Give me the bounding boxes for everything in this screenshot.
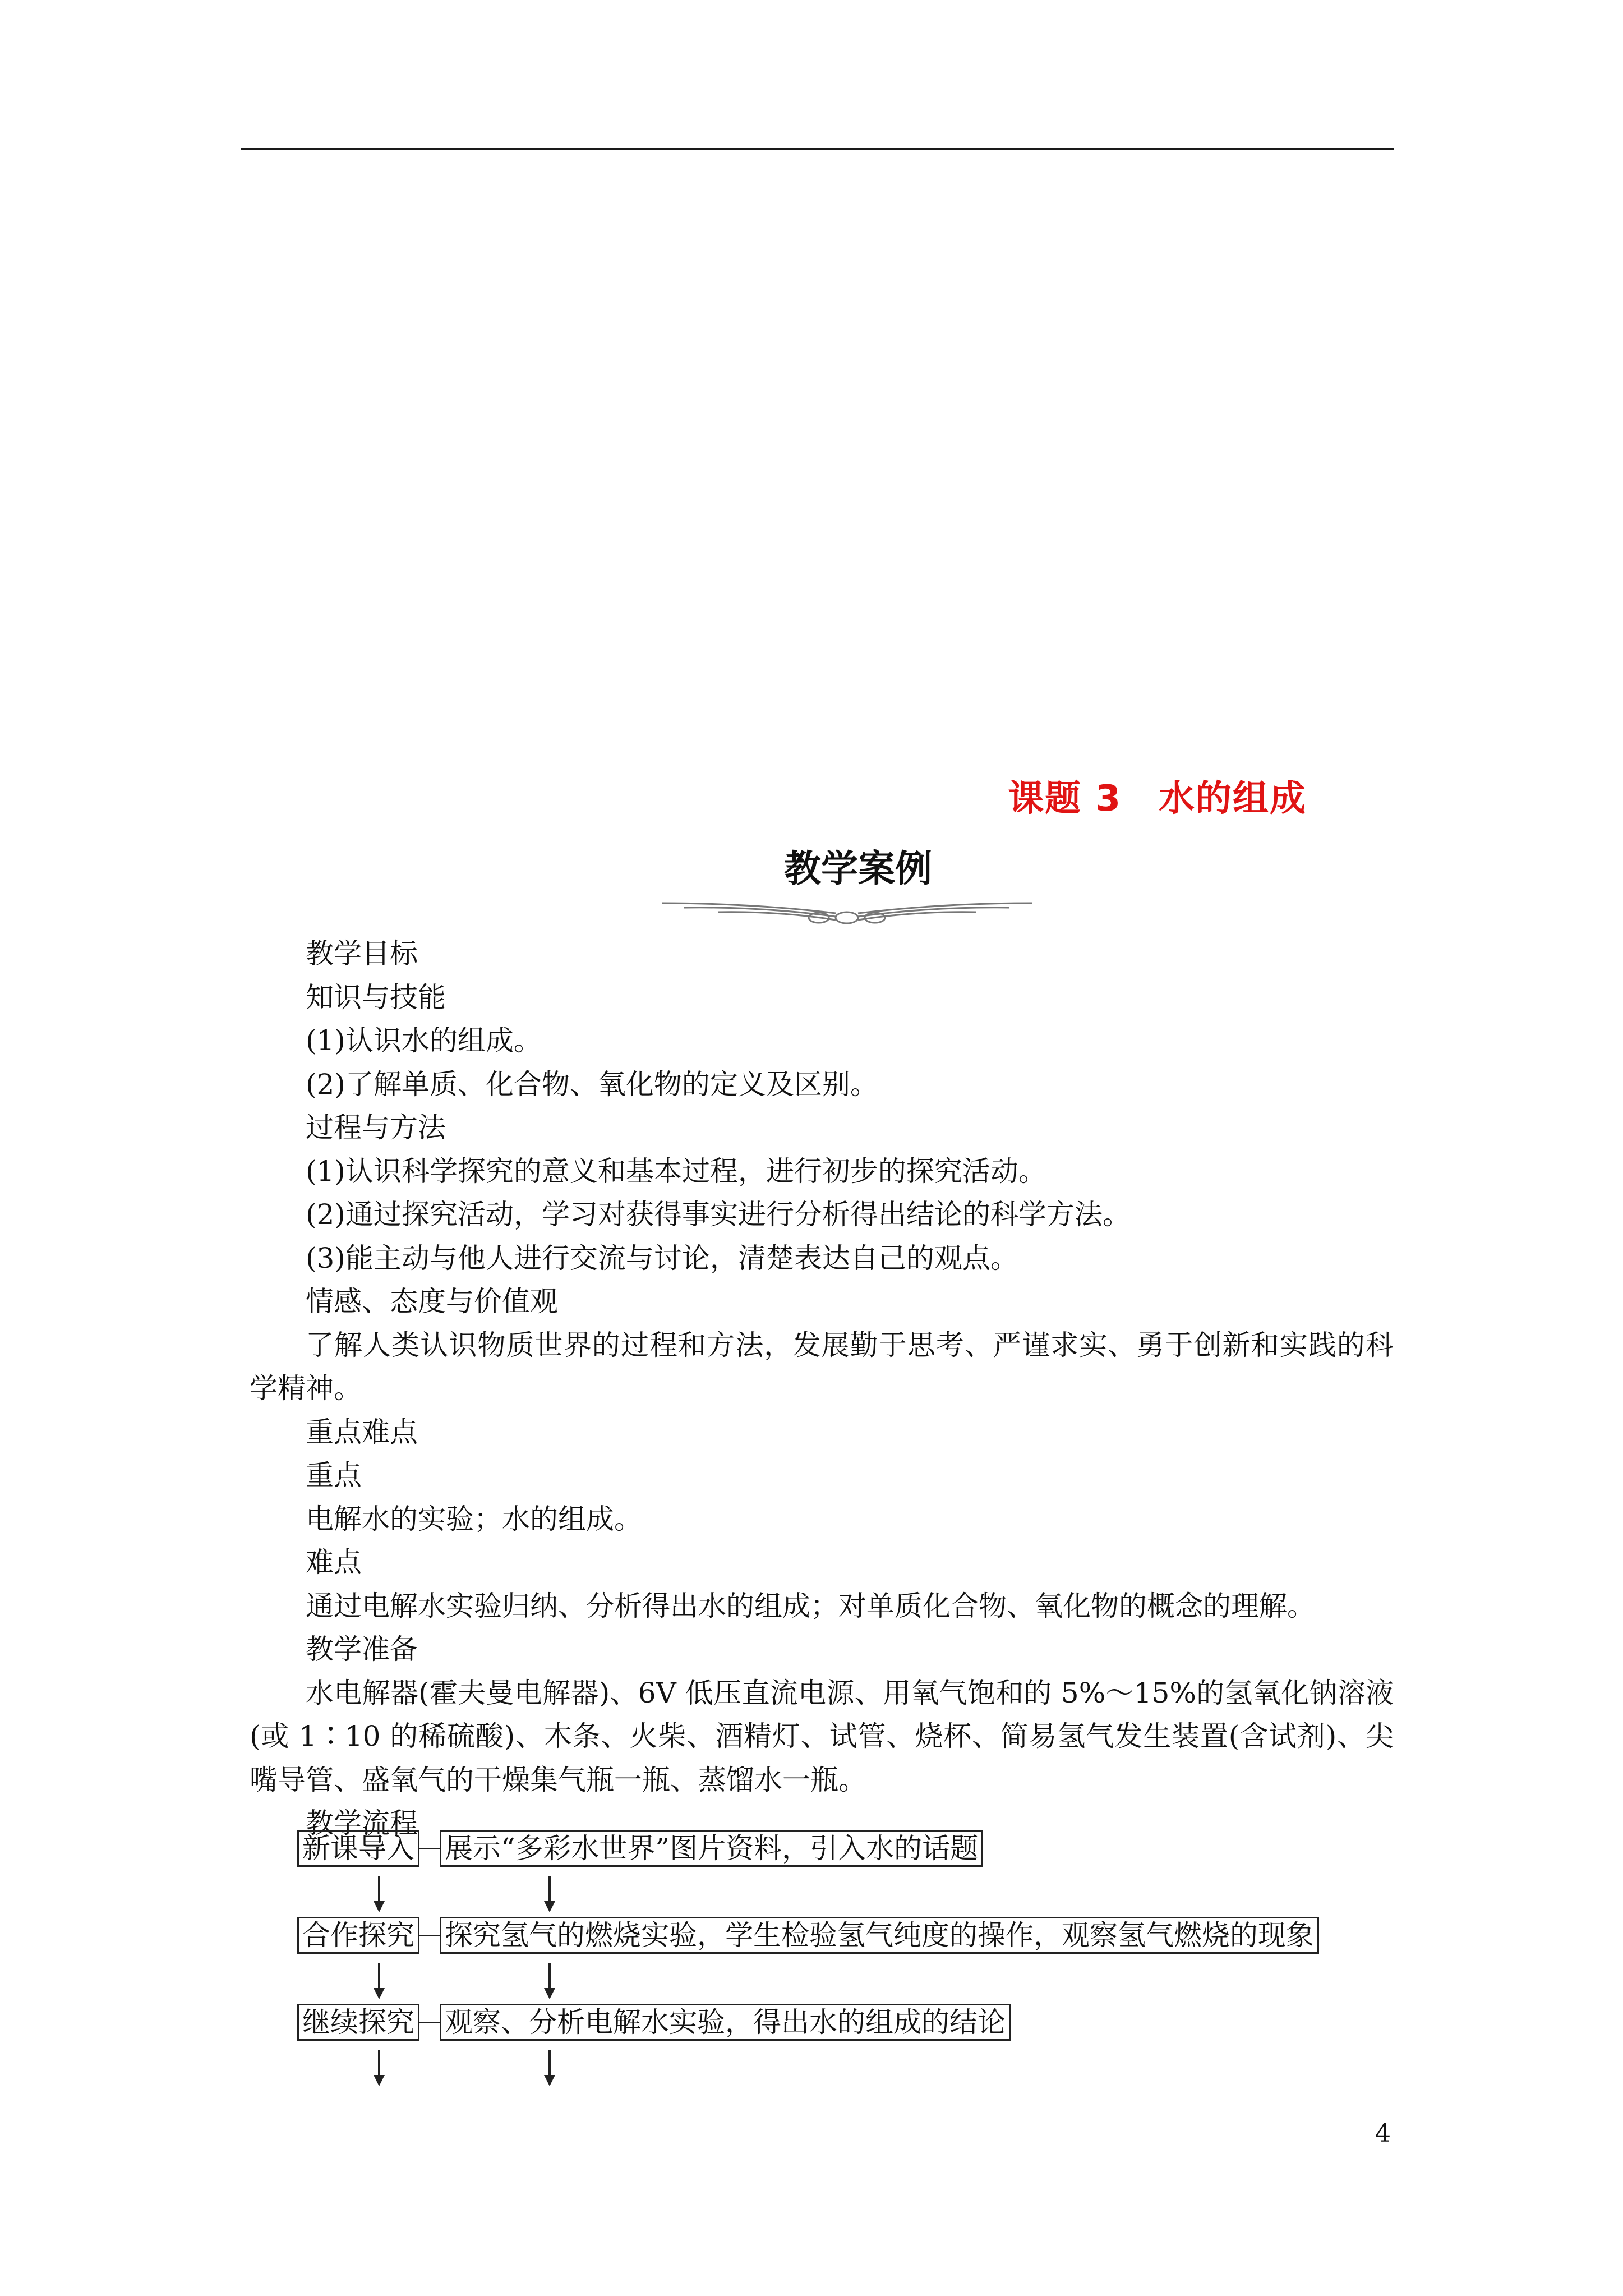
down-arrow-icon <box>538 1875 561 1915</box>
paragraph-process-2: (2)通过探究活动，学习对获得事实进行分析得出结论的科学方法。 <box>306 1198 1131 1231</box>
paragraph-key-point-label: 重点 <box>306 1459 362 1492</box>
page-number: 4 <box>1375 2119 1391 2148</box>
down-arrow-icon <box>368 1962 390 2001</box>
header-rule <box>241 148 1394 150</box>
flow-connector <box>419 1848 440 1849</box>
lesson-title: 课题 3 水的组成 <box>1008 778 1307 820</box>
flow-connector <box>419 1935 440 1936</box>
flow-stage-box: 继续探究 <box>297 2004 419 2041</box>
paragraph-difficulty-label: 难点 <box>306 1546 362 1579</box>
paragraph-objective-1: (1)认识水的组成。 <box>306 1024 542 1057</box>
flow-connector <box>419 2022 440 2023</box>
flow-step <box>297 1918 1319 1952</box>
flow-activity-box: 展示“多彩水世界”图片资料，引入水的话题 <box>440 1830 983 1867</box>
paragraph-objectives-heading: 教学目标 <box>306 937 418 970</box>
flow-activity-box: 观察、分析电解水实验，得出水的组成的结论 <box>440 2004 1011 2041</box>
paragraph-process-1: (1)认识科学探究的意义和基本过程，进行初步的探究活动。 <box>306 1154 1046 1188</box>
paragraph-knowledge-skills: 知识与技能 <box>306 981 446 1014</box>
paragraph-preparation-heading: 教学准备 <box>306 1633 418 1665</box>
paragraph-process-methods: 过程与方法 <box>306 1111 446 1144</box>
paragraph-preparation-text: 水电解器(霍夫曼电解器)、6V 低压直流电源、用氧气饱和的 5%～15%的氢氧化钠溶液(或 1∶10 的稀硫酸)、木条、火柴、酒精灯、试管、烧杯、简易氢气发生装置(含试剂)、尖嘴导管、盛氧气的干燥集气瓶一瓶、蒸馏水一瓶。 <box>250 1676 1394 1796</box>
flow-stage-box: 新课导入 <box>297 1830 419 1867</box>
lesson-body <box>250 932 1394 1846</box>
decorative-flourish <box>651 881 1043 931</box>
paragraph-objective-2: (2)了解单质、化合物、氧化物的定义及区别。 <box>306 1068 878 1101</box>
paragraph-key-point-text: 电解水的实验；水的组成。 <box>306 1502 642 1535</box>
down-arrow-icon <box>368 1875 390 1915</box>
paragraph-attitude-heading: 情感、态度与价值观 <box>306 1285 558 1318</box>
paragraph-attitude-text: 了解人类认识物质世界的过程和方法，发展勤于思考、严谨求实、勇于创新和实践的科学精神。 <box>250 1328 1394 1405</box>
paragraph-key-points-heading: 重点难点 <box>306 1415 418 1448</box>
down-arrow-icon <box>368 2049 390 2088</box>
down-arrow-icon <box>538 1962 561 2001</box>
flow-stage-box: 合作探究 <box>297 1917 419 1954</box>
flow-step <box>297 2005 1011 2039</box>
paragraph-process-3: (3)能主动与他人进行交流与讨论，清楚表达自己的观点。 <box>306 1241 1018 1274</box>
section-heading: 教学案例 <box>784 847 932 890</box>
down-arrow-icon <box>538 2049 561 2088</box>
flow-activity-box: 探究氢气的燃烧实验，学生检验氢气纯度的操作，观察氢气燃烧的现象 <box>440 1917 1319 1954</box>
paragraph-flow-heading: 教学流程 <box>306 1807 418 1839</box>
flow-step <box>297 1832 983 1865</box>
paragraph-difficulty-text: 通过电解水实验归纳、分析得出水的组成；对单质化合物、氧化物的概念的理解。 <box>306 1589 1315 1622</box>
